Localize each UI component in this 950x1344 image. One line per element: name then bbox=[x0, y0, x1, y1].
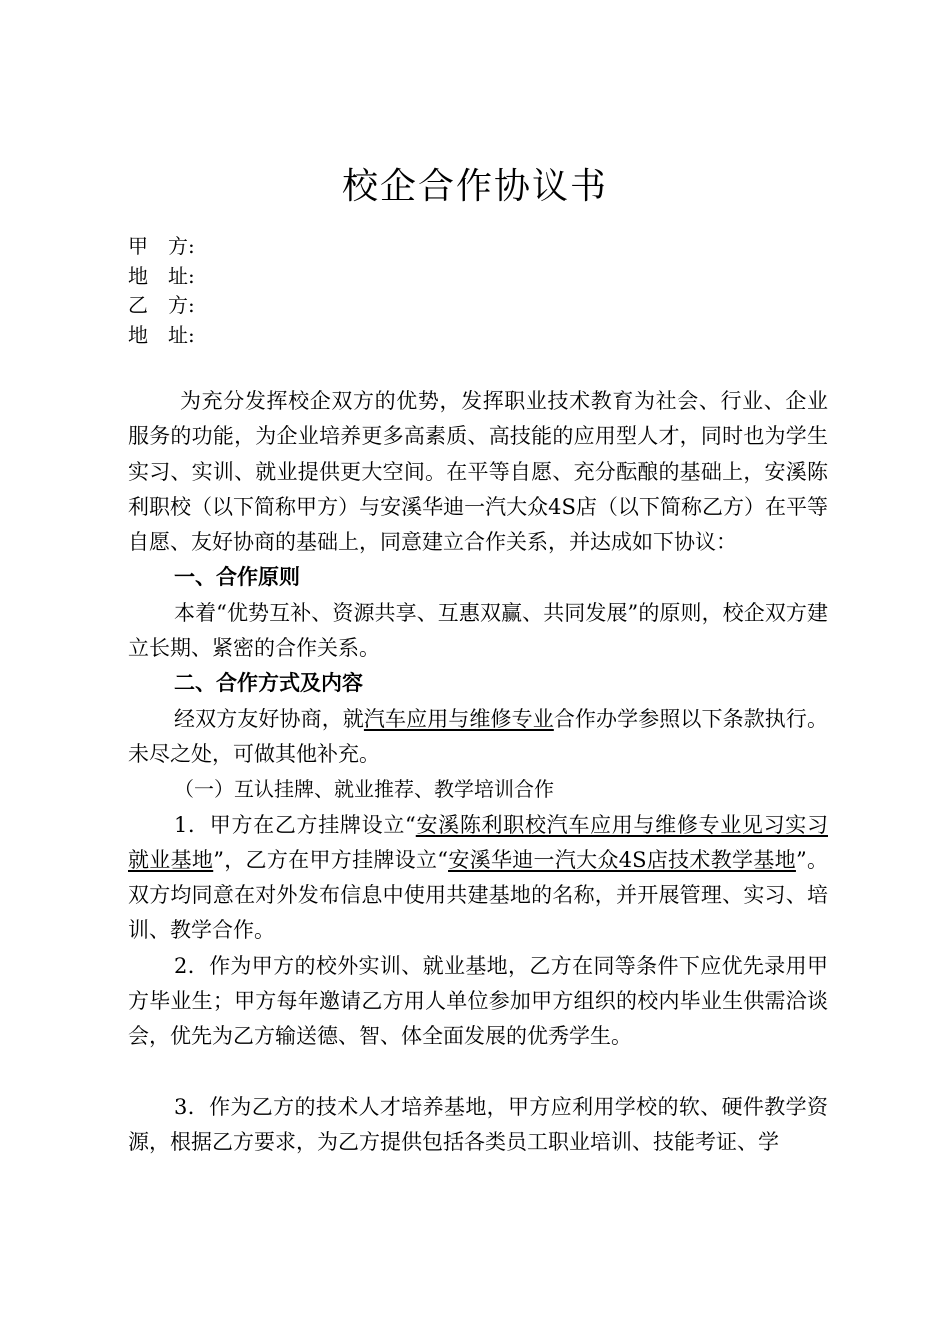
agreement-body bbox=[128, 384, 828, 1160]
section2-paragraph bbox=[128, 702, 828, 773]
item1-part1: 1．甲方在乙方挂牌设立“ bbox=[174, 812, 416, 837]
item1-part2: ”，乙方在甲方挂牌设立“ bbox=[213, 847, 449, 872]
section1-paragraph: 本着“优势互补、资源共享、互惠双赢、共同发展”的原则，校企双方建立长期、紧密的合作关系。 bbox=[128, 600, 828, 661]
parties-block bbox=[128, 232, 828, 350]
section2-text-before: 经双方友好协商，就 bbox=[174, 706, 364, 731]
item1-base-name-a: 安溪陈利职校汽车应用与维修专业见习实习就业基地 bbox=[128, 812, 828, 872]
party-a-address-line bbox=[128, 262, 828, 292]
item1-paragraph bbox=[128, 808, 828, 949]
item1-part3: ”。双方均同意在对外发布信息中使用共建基地的名称，并开展管理、实习、培训、教学合作。 bbox=[128, 847, 828, 943]
party-a-label: 甲 方: bbox=[128, 234, 195, 258]
paragraph-gap bbox=[128, 1055, 828, 1090]
section2-major-underlined: 汽车应用与维修专业 bbox=[363, 706, 554, 731]
party-b-line bbox=[128, 291, 828, 321]
party-a-address-label: 地 址: bbox=[128, 263, 195, 288]
item2-paragraph: 2．作为甲方的校外实训、就业基地，乙方在同等条件下应优先录用甲方毕业生；甲方每年邀请乙方用人单位参加甲方组织的校内毕业生供需洽谈会，优先为乙方输送德、智、体全面发展的优秀学生。 bbox=[128, 953, 828, 1049]
document-title: 校企合作协议书 bbox=[341, 166, 608, 207]
intro-paragraph: 为充分发挥校企双方的优势，发挥职业技术教育为社会、行业、企业服务的功能，为企业培养更多高素质、高技能的应用型人才，同时也为学生实习、实训、就业提供更大空间。在平等自愿、充分酝酿的基础上，安溪陈利职校（以下简称甲方）与安溪华迪一汽大众4S店（以下简称乙方）在平等自愿、友好协商的基础上，同意建立合作关系，并达成如下协议： bbox=[128, 389, 828, 555]
party-b-address-label: 地 址: bbox=[128, 322, 195, 347]
party-b-label: 乙 方: bbox=[128, 293, 195, 317]
item3-paragraph: 3．作为乙方的技术人才培养基地，甲方应利用学校的软、硬件教学资源，根据乙方要求，为乙方提供包括各类员工职业培训、技能考证、学 bbox=[128, 1094, 828, 1154]
item1-base-name-b: 安溪华迪一汽大众4S店技术教学基地 bbox=[448, 847, 796, 872]
section2-heading: 二、合作方式及内容 bbox=[174, 671, 363, 696]
section2-text-after: 合作办学参照以下条款执行。未尽之处，可做其他补充。 bbox=[128, 706, 829, 766]
party-a-line bbox=[128, 232, 828, 262]
section1-heading: 一、合作原则 bbox=[174, 565, 300, 590]
section2-subheading: （一）互认挂牌、就业推荐、教学培训合作 bbox=[174, 777, 554, 802]
party-b-address-line bbox=[128, 321, 828, 351]
